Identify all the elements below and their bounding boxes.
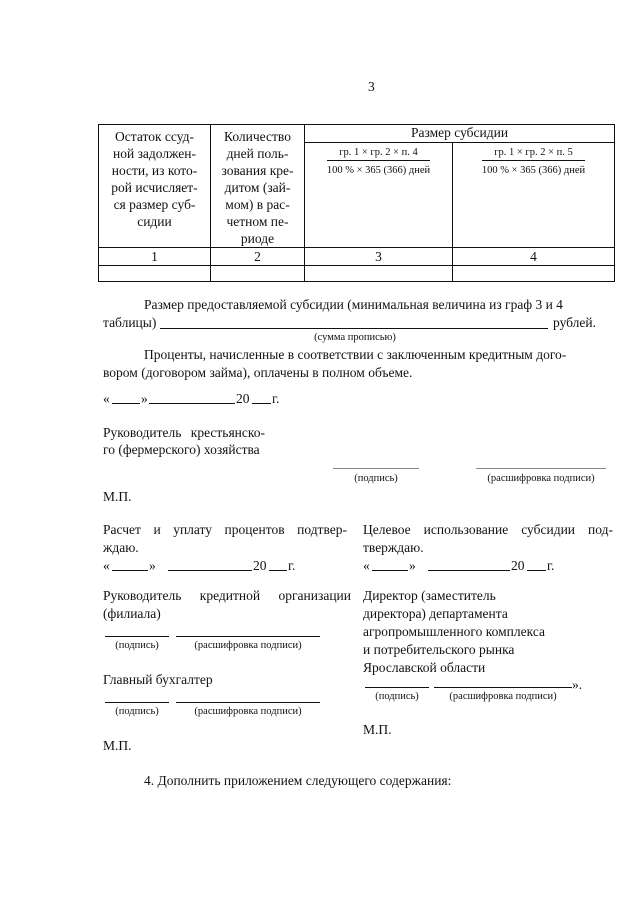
director-signature-line: [365, 687, 429, 688]
page-number: 3: [368, 79, 375, 94]
col-number-3: 3: [305, 248, 453, 266]
date-close-quote: »: [141, 391, 148, 406]
director-decode-caption: (расшифровка подписи): [449, 691, 557, 702]
date-year-line: [252, 403, 271, 404]
date-day-line: [112, 403, 140, 404]
credit-org-head-line2: (филиала): [103, 606, 161, 621]
right-date-year-prefix: 20: [511, 558, 525, 573]
farm-decode-caption: (расшифровка подписи): [487, 473, 595, 484]
stamp-1: М.П.: [103, 489, 132, 504]
right-date-close-quote: »: [409, 558, 416, 573]
stamp-3: М.П.: [363, 722, 392, 737]
left-date-open-quote: «: [103, 558, 110, 573]
date-year-suffix: г.: [272, 391, 280, 406]
col-number-4: 4: [453, 248, 615, 266]
stamp-2: М.П.: [103, 738, 132, 753]
director-decode-line: [434, 687, 572, 688]
amount-caption: (сумма прописью): [314, 332, 396, 343]
col4-numerator: гр. 1 × гр. 2 × п. 5: [482, 146, 585, 161]
col2-header: Количество дней поль- зования кре- дитом (зай- мом) в рас- четном пе- риоде: [211, 125, 305, 248]
director-line2: директора) департамента: [363, 606, 508, 621]
accountant-signature-caption: (подпись): [115, 706, 159, 717]
col4-denominator: 100 % × 365 (366) дней: [481, 164, 586, 176]
credit-org-head-line1: Руководитель кредитной организации: [103, 588, 351, 603]
date-month-line: [149, 403, 235, 404]
amount-in-words-line: [160, 328, 548, 329]
subsidy-size-header: Размер субсидии: [305, 125, 615, 143]
col-number-2: 2: [211, 248, 305, 266]
date-year-prefix: 20: [236, 391, 250, 406]
chief-accountant-label: Главный бухгалтер: [103, 672, 213, 687]
right-confirm-line1: Целевое использование субсидии под-: [363, 522, 613, 537]
col1-header: Остаток ссуд- ной задолжен- ности, из кото- рой исчисляет- ся размер суб- сидии: [99, 125, 211, 248]
left-date-close-quote: »: [149, 558, 156, 573]
accountant-decode-line: [176, 702, 320, 703]
right-confirm-line2: тверждаю.: [363, 540, 424, 555]
right-date-year-suffix: г.: [547, 558, 555, 573]
col3-formula: [305, 142, 453, 247]
final-paragraph: 4. Дополнить приложением следующего содержания:: [144, 773, 452, 788]
credit-org-decode-line: [176, 636, 320, 637]
para2-line2: вором (договором займа), оплачены в полном объеме.: [103, 365, 413, 380]
col4-formula: [453, 142, 615, 247]
farm-decode-line: [476, 468, 606, 469]
date-open-quote: «: [103, 391, 110, 406]
credit-org-signature-caption: (подпись): [115, 640, 159, 651]
director-line4: и потребительского рынка: [363, 642, 515, 657]
accountant-signature-line: [105, 702, 169, 703]
col3-denominator: 100 % × 365 (366) дней: [326, 164, 431, 176]
director-line5: Ярославской области: [363, 660, 486, 675]
para1-line2-start: таблицы): [103, 315, 157, 330]
left-confirm-line2: ждаю.: [103, 540, 139, 555]
para2-line1: Проценты, начисленные в соответствии с заключенным кредитным дого-: [144, 347, 567, 362]
left-date-day-line: [112, 570, 148, 571]
right-date-day-line: [372, 570, 408, 571]
left-date-month-line: [168, 570, 252, 571]
farm-signature-line: [333, 468, 419, 469]
empty-data-row: [99, 266, 615, 282]
right-date-year-line: [527, 570, 546, 571]
director-signature-caption: (подпись): [375, 691, 419, 702]
accountant-decode-caption: (расшифровка подписи): [194, 706, 302, 717]
farm-signature-caption: (подпись): [354, 473, 398, 484]
credit-org-decode-caption: (расшифровка подписи): [194, 640, 302, 651]
director-closing: ».: [572, 677, 583, 692]
farm-head-line2: го (фермерского) хозяйства: [103, 442, 260, 457]
left-date-year-line: [269, 570, 287, 571]
left-date-year-prefix: 20: [253, 558, 267, 573]
left-confirm-line1: Расчет и уплату процентов подтвер-: [103, 522, 347, 537]
para1-line2-end: рублей.: [553, 315, 597, 330]
credit-org-signature-line: [105, 636, 169, 637]
para1-line1: Размер предоставляемой субсидии (минимальная величина из граф 3 и 4: [144, 297, 563, 312]
col-number-1: 1: [99, 248, 211, 266]
column-numbers-row: [99, 248, 615, 266]
left-date-year-suffix: г.: [288, 558, 296, 573]
director-line1: Директор (заместитель: [363, 588, 496, 603]
subsidy-table: [98, 124, 615, 282]
right-date-month-line: [428, 570, 510, 571]
farm-head-line1: Руководитель крестьянско-: [103, 425, 265, 440]
col3-numerator: гр. 1 × гр. 2 × п. 4: [327, 146, 430, 161]
director-line3: агропромышленного комплекса: [363, 624, 545, 639]
right-date-open-quote: «: [363, 558, 370, 573]
